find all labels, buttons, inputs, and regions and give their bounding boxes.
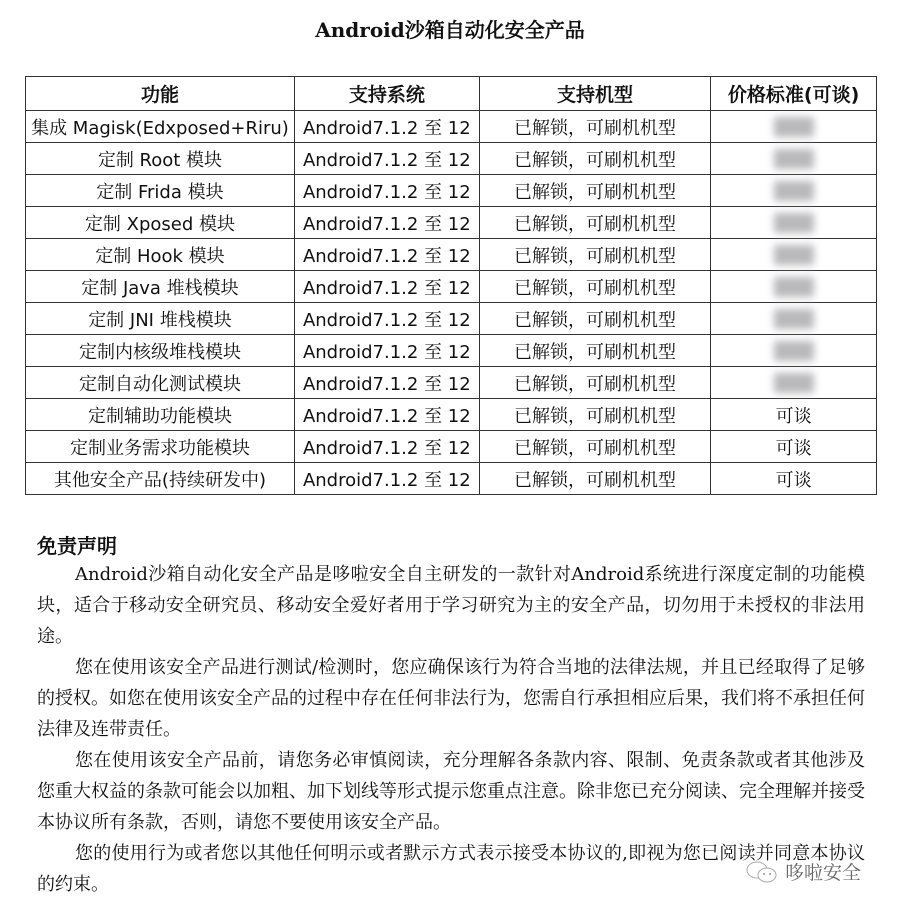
system-cell: Android7.1.2 至 12: [294, 335, 479, 367]
price-cell: 可谈: [711, 431, 877, 463]
feature-cell: 定制 Hook 模块: [26, 239, 295, 271]
system-cell: Android7.1.2 至 12: [294, 463, 479, 495]
header-device: 支持机型: [479, 77, 710, 111]
feature-cell: 定制内核级堆栈模块: [26, 335, 295, 367]
disclaimer-paragraph: 您的使用行为或者您以其他任何明示或者默示方式表示接受本协议的,即视为您已阅读并同意本协议的约束。: [37, 843, 865, 895]
device-cell: 已解锁，可刷机机型: [479, 431, 710, 463]
device-cell: 已解锁，可刷机机型: [479, 239, 710, 271]
wechat-icon: [745, 859, 779, 885]
feature-cell: 其他安全产品(持续研发中): [26, 463, 295, 495]
system-cell: Android7.1.2 至 12: [294, 143, 479, 175]
table-row: [26, 367, 877, 399]
price-cell: [711, 207, 877, 239]
price-cell: [711, 335, 877, 367]
system-cell: Android7.1.2 至 12: [294, 303, 479, 335]
system-cell: Android7.1.2 至 12: [294, 431, 479, 463]
redacted-price: [774, 117, 814, 137]
header-feature: 功能: [26, 77, 295, 111]
device-cell: 已解锁，可刷机机型: [479, 303, 710, 335]
price-cell: 可谈: [711, 463, 877, 495]
device-cell: 已解锁，可刷机机型: [479, 271, 710, 303]
system-cell: Android7.1.2 至 12: [294, 207, 479, 239]
header-price: 价格标准(可谈): [711, 77, 877, 111]
price-cell: [711, 271, 877, 303]
device-cell: 已解锁，可刷机机型: [479, 111, 710, 143]
table-row: [26, 271, 877, 303]
table-row: [26, 431, 877, 463]
price-cell: [711, 239, 877, 271]
table-row: [26, 111, 877, 143]
table-row: [26, 175, 877, 207]
table-row: [26, 207, 877, 239]
table-row: [26, 143, 877, 175]
price-cell: [711, 143, 877, 175]
feature-cell: 定制自动化测试模块: [26, 367, 295, 399]
system-cell: Android7.1.2 至 12: [294, 239, 479, 271]
disclaimer-paragraph: Android沙箱自动化安全产品是哆啦安全自主研发的一款针对Android系统进行深度定制的功能模块，适合于移动安全研究员、移动安全爱好者用于学习研究为主的安全产品，切勿用于未授权的非法用途。: [37, 564, 865, 647]
system-cell: Android7.1.2 至 12: [294, 399, 479, 431]
price-cell: [711, 175, 877, 207]
system-cell: Android7.1.2 至 12: [294, 111, 479, 143]
feature-cell: 定制 Frida 模块: [26, 175, 295, 207]
redacted-price: [774, 149, 814, 169]
feature-cell: 定制 Xposed 模块: [26, 207, 295, 239]
table-row: [26, 239, 877, 271]
table-row: [26, 463, 877, 495]
device-cell: 已解锁，可刷机机型: [479, 207, 710, 239]
table-row: [26, 335, 877, 367]
feature-cell: 定制辅助功能模块: [26, 399, 295, 431]
feature-cell: 定制 Root 模块: [26, 143, 295, 175]
feature-cell: 定制 Java 堆栈模块: [26, 271, 295, 303]
price-cell: [711, 303, 877, 335]
feature-cell: 集成 Magisk(Edxposed+Riru): [26, 111, 295, 143]
page-title: Android沙箱自动化安全产品: [315, 18, 585, 42]
header-system: 支持系统: [294, 77, 479, 111]
system-cell: Android7.1.2 至 12: [294, 175, 479, 207]
system-cell: Android7.1.2 至 12: [294, 367, 479, 399]
watermark: [745, 858, 861, 885]
redacted-price: [774, 213, 814, 233]
device-cell: 已解锁，可刷机机型: [479, 175, 710, 207]
price-cell: [711, 367, 877, 399]
redacted-price: [774, 309, 814, 329]
device-cell: 已解锁，可刷机机型: [479, 143, 710, 175]
table-header-row: [26, 77, 877, 111]
device-cell: 已解锁，可刷机机型: [479, 335, 710, 367]
feature-cell: 定制 JNI 堆栈模块: [26, 303, 295, 335]
table-row: [26, 303, 877, 335]
device-cell: 已解锁，可刷机机型: [479, 367, 710, 399]
disclaimer-heading: 免责声明: [37, 534, 117, 558]
device-cell: 已解锁，可刷机机型: [479, 463, 710, 495]
price-cell: [711, 111, 877, 143]
redacted-price: [774, 181, 814, 201]
redacted-price: [774, 245, 814, 265]
table-row: [26, 399, 877, 431]
redacted-price: [774, 277, 814, 297]
redacted-price: [774, 341, 814, 361]
system-cell: Android7.1.2 至 12: [294, 271, 479, 303]
watermark-text: 哆啦安全: [785, 862, 862, 884]
disclaimer-paragraph: 您在使用该安全产品进行测试/检测时，您应确保该行为符合当地的法律法规，并且已经取得了足够的授权。如您在使用该安全产品的过程中存在任何非法行为，您需自行承担相应后果，我们将不承担任何法律及连带责任。: [37, 657, 865, 740]
price-cell: 可谈: [711, 399, 877, 431]
disclaimer-paragraph: 您在使用该安全产品前，请您务必审慎阅读，充分理解各条款内容、限制、免责条款或者其他涉及您重大权益的条款可能会以加粗、加下划线等形式提示您重点注意。除非您已充分阅读、完全理解并接受本协议所有条款，否则，请您不要使用该安全产品。: [37, 750, 865, 833]
feature-cell: 定制业务需求功能模块: [26, 431, 295, 463]
device-cell: 已解锁，可刷机机型: [479, 399, 710, 431]
redacted-price: [774, 373, 814, 393]
product-table: [25, 76, 877, 495]
